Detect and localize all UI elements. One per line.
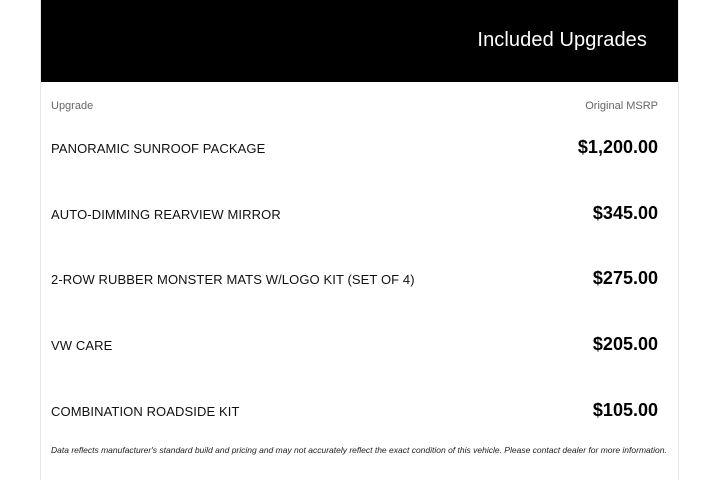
upgrade-price: $105.00 xyxy=(592,400,658,420)
column-header-msrp: Original MSRP xyxy=(585,100,658,112)
upgrade-price: $205.00 xyxy=(592,334,658,354)
upgrade-name: AUTO-DIMMING REARVIEW MIRROR xyxy=(51,207,281,222)
upgrade-price: $1,200.00 xyxy=(577,137,658,157)
upgrade-name: 2-ROW RUBBER MONSTER MATS W/LOGO KIT (SET OF 4) xyxy=(51,272,415,287)
column-header-upgrade: Upgrade xyxy=(51,100,94,112)
upgrade-row xyxy=(41,396,678,426)
upgrade-name: COMBINATION ROADSIDE KIT xyxy=(51,404,240,419)
upgrade-row xyxy=(41,133,678,163)
upgrade-price: $345.00 xyxy=(592,203,658,223)
upgrade-row xyxy=(41,199,678,229)
page-title: Included Upgrades xyxy=(477,29,647,51)
upgrade-price: $275.00 xyxy=(592,268,658,288)
upgrade-row xyxy=(41,264,678,294)
header-banner xyxy=(41,0,678,82)
upgrade-name: VW CARE xyxy=(51,338,113,353)
upgrade-name: PANORAMIC SUNROOF PACKAGE xyxy=(51,141,266,156)
upgrade-row xyxy=(41,330,678,360)
disclaimer-text: Data reflects manufacturer's standard build and pricing and may not accurately reflect the exact condition of this vehicle. Please contact dealer for more information. xyxy=(51,445,667,455)
column-headers xyxy=(41,100,678,124)
upgrades-card xyxy=(40,0,679,480)
